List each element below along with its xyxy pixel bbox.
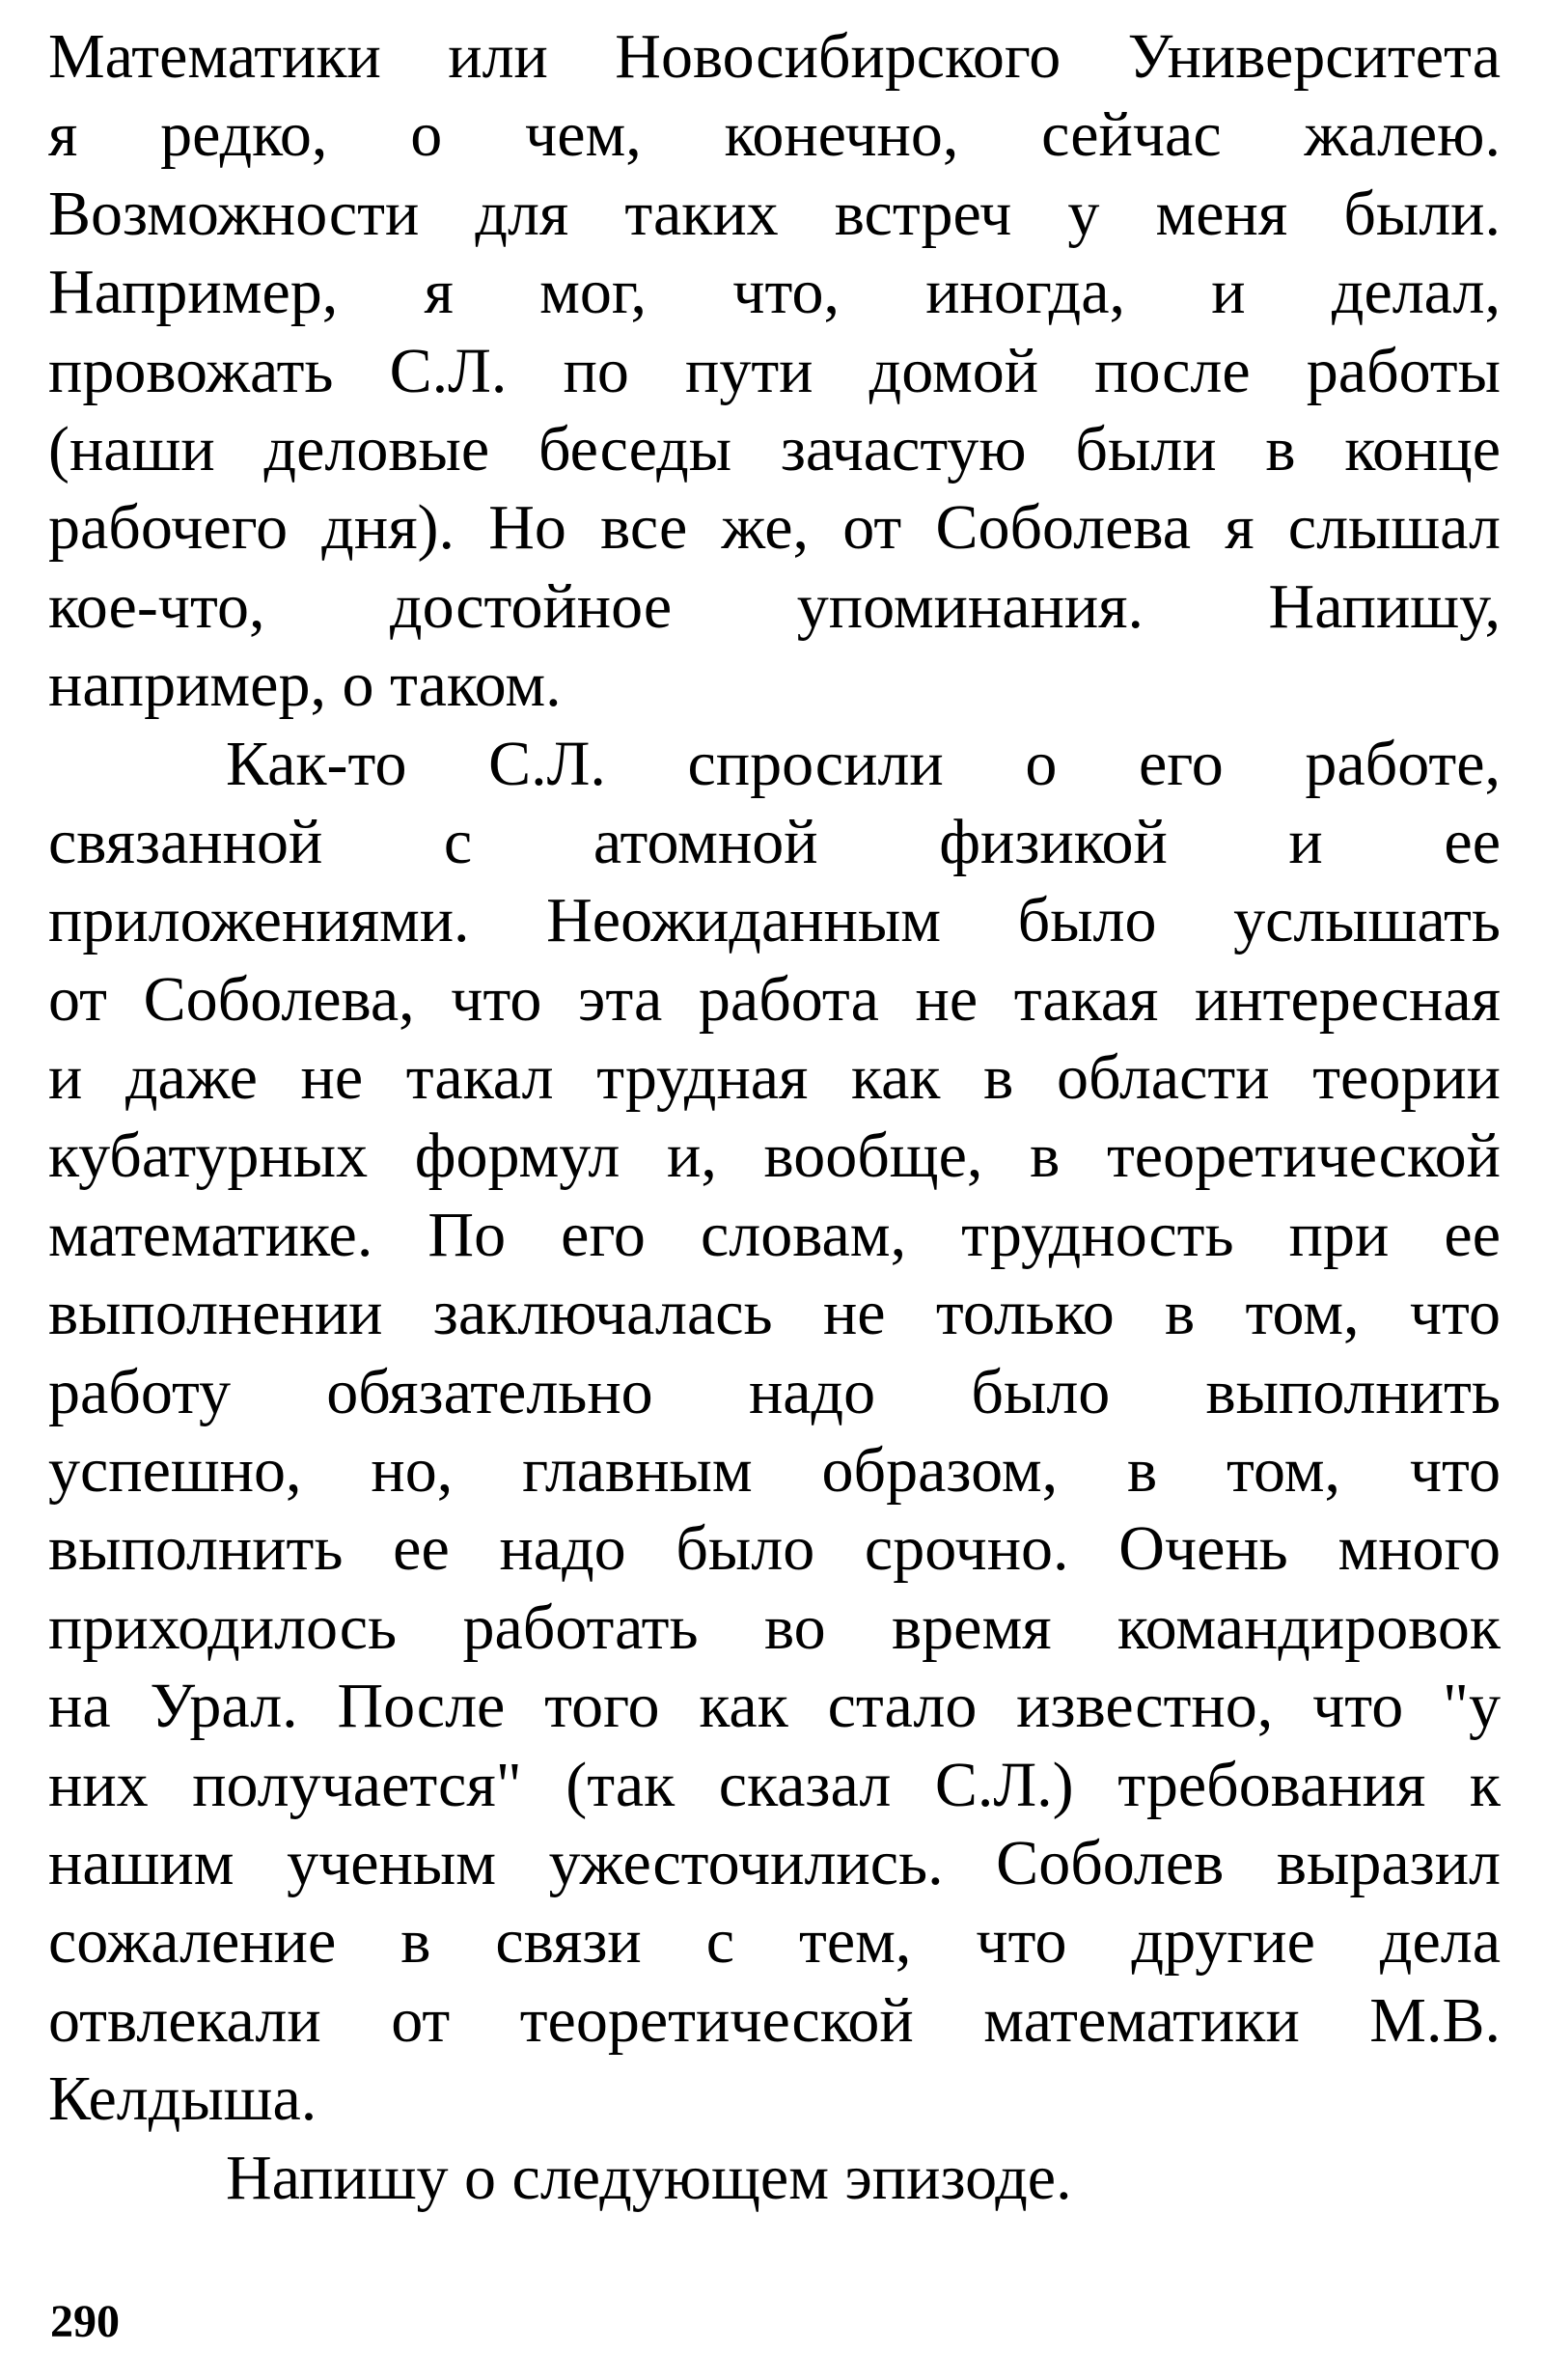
text-line: кубатурных формул и, вообще, в теоретической [48, 1121, 1501, 1192]
text-line: выполнении заключалась не только в том, что [48, 1278, 1501, 1349]
text-line: нашим ученым ужесточились. Соболев выразил [48, 1827, 1501, 1898]
text-line: успешно, но, главным образом, в том, что [48, 1435, 1501, 1507]
text-line: отвлекали от теоретической математики М.В. [48, 1984, 1501, 2056]
text-line: Возможности для таких встреч у меня были. [48, 178, 1501, 249]
text-line: приложениями. Неожиданным было услышать [48, 885, 1501, 956]
text-line: работу обязательно надо было выполнить [48, 1356, 1501, 1427]
text-line: на Урал. После того как стало известно, что "у [48, 1671, 1501, 1742]
text-line: рабочего дня). Но все же, от Соболева я слышал [48, 492, 1501, 564]
text-line: я редко, о чем, конечно, сейчас жалею. [48, 99, 1501, 171]
text-line: связанной с атомной физикой и ее [48, 806, 1501, 877]
text-line: провожать С.Л. по пути домой после работы [48, 335, 1501, 406]
body-text [48, 17, 1501, 2217]
text-line: них получается" (так сказал С.Л.) требования к [48, 1749, 1501, 1820]
text-line: приходилось работать во время командировок [48, 1591, 1501, 1663]
text-line: Например, я мог, что, иногда, и делал, [48, 257, 1501, 328]
text-line: Математики или Новосибирского Университета [48, 21, 1501, 92]
paragraph-start-line: Напишу о следующем эпизоде. [226, 2142, 1072, 2213]
text-line: например, о таком. [48, 650, 562, 721]
text-line: математике. По его словам, трудность при ее [48, 1199, 1501, 1270]
page-number: 290 [50, 2296, 120, 2347]
text-line: сожаление в связи с тем, что другие дела [48, 1906, 1501, 1978]
text-line: от Соболева, что эта работа не такая интересная [48, 963, 1501, 1035]
text-line: кое-что, достойное упоминания. Напишу, [48, 570, 1501, 642]
paragraph-start-line: Как-то С.Л. спросили о его работе, [226, 728, 1501, 799]
text-line: Келдыша. [48, 2063, 317, 2135]
text-line: и даже не такал трудная как в области теории [48, 1042, 1501, 1114]
text-line: выполнить ее надо было срочно. Очень много [48, 1513, 1501, 1585]
text-line: (наши деловые беседы зачастую были в конце [48, 413, 1501, 484]
